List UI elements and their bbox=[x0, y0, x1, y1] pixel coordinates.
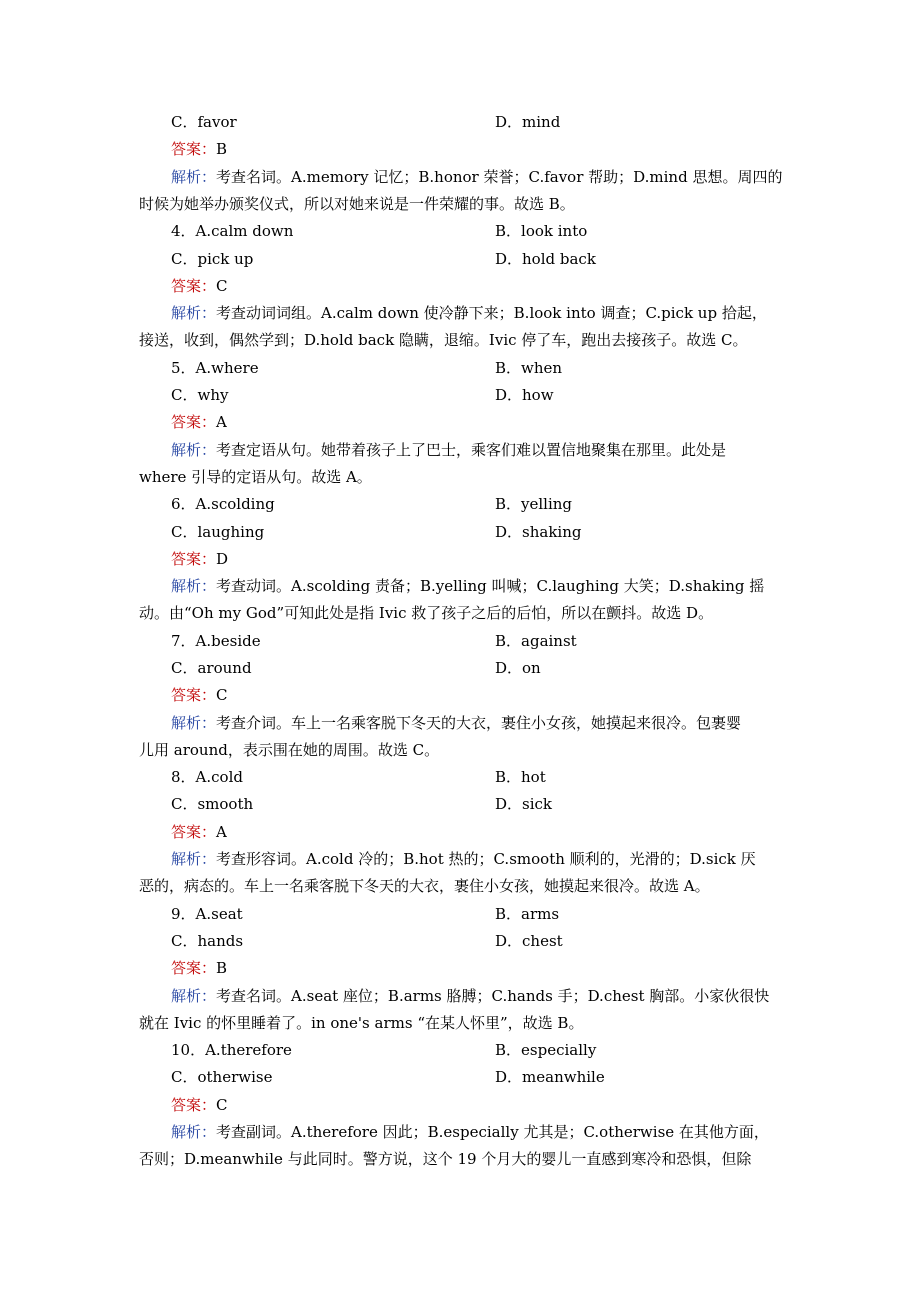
explanation-line-label: 解析： bbox=[171, 987, 217, 1005]
explanation-line-label: 解析： bbox=[171, 304, 217, 322]
answer-line-label: 答案： bbox=[171, 686, 217, 704]
explanation-line bbox=[171, 573, 764, 600]
answer-line-label: 答案： bbox=[171, 413, 217, 431]
explanation-continuation: where 引导的定语从句。故选 A。 bbox=[139, 468, 372, 486]
answer-line-text: A bbox=[216, 413, 227, 431]
answer-line-label: 答案： bbox=[171, 1096, 217, 1114]
option-d: D．how bbox=[495, 386, 554, 404]
option-b: B．when bbox=[495, 359, 563, 377]
explanation-line-label: 解析： bbox=[171, 168, 217, 186]
answer-line-text: A bbox=[216, 823, 227, 841]
answer-line bbox=[171, 273, 228, 300]
explanation-line bbox=[171, 846, 756, 873]
answer-line bbox=[171, 1092, 228, 1119]
explanation-line bbox=[171, 437, 726, 464]
answer-line-label: 答案： bbox=[171, 140, 217, 158]
explanation-line bbox=[171, 710, 741, 737]
explanation-continuation: 接送，收到，偶然学到；D.hold back 隐瞒，退缩。Ivic 停了车，跑出去接孩子。故选 C。 bbox=[139, 331, 748, 349]
explanation-line bbox=[171, 1119, 769, 1146]
option-d: D．mind bbox=[495, 113, 561, 131]
explanation-line-text: 考查动词。A.scolding 责备；B.yelling 叫喊；C.laughing 大笑；D.shaking 摇 bbox=[216, 577, 765, 595]
option-d: D．meanwhile bbox=[495, 1068, 605, 1086]
explanation-line-text: 考查副词。A.therefore 因此；B.especially 尤其是；C.otherwise 在其他方面， bbox=[216, 1123, 769, 1141]
answer-line-label: 答案： bbox=[171, 550, 217, 568]
option-c: C．why bbox=[171, 386, 229, 404]
explanation-continuation: 时候为她举办颁奖仪式，所以对她来说是一件荣耀的事。故选 B。 bbox=[139, 195, 575, 213]
option-b: B．yelling bbox=[495, 495, 573, 513]
option-c: C．laughing bbox=[171, 523, 265, 541]
explanation-continuation: 就在 Ivic 的怀里睡着了。in one's arms “在某人怀里”，故选 B。 bbox=[139, 1014, 584, 1032]
question-number-option-a: 7．A.beside bbox=[171, 632, 261, 650]
question-number-option-a: 8．A.cold bbox=[171, 768, 243, 786]
option-c: C．smooth bbox=[171, 795, 254, 813]
answer-line-text: B bbox=[216, 140, 228, 158]
option-d: D．chest bbox=[495, 932, 563, 950]
option-c: C．hands bbox=[171, 932, 244, 950]
option-b: B．against bbox=[495, 632, 577, 650]
explanation-line-label: 解析： bbox=[171, 714, 217, 732]
question-number-option-a: 10．A.therefore bbox=[171, 1041, 292, 1059]
explanation-line-label: 解析： bbox=[171, 1123, 217, 1141]
option-b: B．especially bbox=[495, 1041, 597, 1059]
explanation-continuation: 儿用 around，表示围在她的周围。故选 C。 bbox=[139, 741, 440, 759]
answer-line bbox=[171, 682, 228, 709]
explanation-line-text: 考查定语从句。她带着孩子上了巴士，乘客们难以置信地聚集在那里。此处是 bbox=[216, 441, 727, 459]
option-d: D．sick bbox=[495, 795, 553, 813]
explanation-line bbox=[171, 300, 767, 327]
option-c: C．favor bbox=[171, 113, 237, 131]
question-number-option-a: 4．A.calm down bbox=[171, 222, 294, 240]
answer-line-text: D bbox=[216, 550, 229, 568]
explanation-line-text: 考查名词。A.seat 座位；B.arms 胳膊；C.hands 手；D.chest 胸部。小家伙很快 bbox=[216, 987, 770, 1005]
answer-line-label: 答案： bbox=[171, 823, 217, 841]
option-b: B．arms bbox=[495, 905, 560, 923]
explanation-line-label: 解析： bbox=[171, 441, 217, 459]
question-number-option-a: 9．A.seat bbox=[171, 905, 243, 923]
explanation-line-label: 解析： bbox=[171, 850, 217, 868]
explanation-line-text: 考查动词词组。A.calm down 使冷静下来；B.look into 调查；C.pick up 拾起， bbox=[216, 304, 767, 322]
explanation-line-text: 考查介词。车上一名乘客脱下冬天的大衣，裹住小女孩，她摸起来很冷。包裹婴 bbox=[216, 714, 742, 732]
option-d: D．shaking bbox=[495, 523, 582, 541]
explanation-line bbox=[171, 983, 769, 1010]
answer-line-label: 答案： bbox=[171, 277, 217, 295]
question-number-option-a: 6．A.scolding bbox=[171, 495, 275, 513]
answer-line bbox=[171, 546, 228, 573]
question-number-option-a: 5．A.where bbox=[171, 359, 259, 377]
answer-line-label: 答案： bbox=[171, 959, 217, 977]
answer-line bbox=[171, 409, 227, 436]
answer-line-text: C bbox=[216, 686, 228, 704]
explanation-line-text: 考查形容词。A.cold 冷的；B.hot 热的；C.smooth 顺利的，光滑的；D.sick 厌 bbox=[216, 850, 756, 868]
answer-line-text: B bbox=[216, 959, 228, 977]
option-c: C．around bbox=[171, 659, 252, 677]
answer-line-text: C bbox=[216, 277, 228, 295]
explanation-line-label: 解析： bbox=[171, 577, 217, 595]
option-c: C．otherwise bbox=[171, 1068, 273, 1086]
answer-line bbox=[171, 136, 227, 163]
answer-line bbox=[171, 819, 227, 846]
option-d: D．on bbox=[495, 659, 541, 677]
explanation-continuation: 恶的，病态的。车上一名乘客脱下冬天的大衣，裹住小女孩，她摸起来很冷。故选 A。 bbox=[139, 877, 710, 895]
explanation-line bbox=[171, 164, 782, 191]
option-b: B．hot bbox=[495, 768, 546, 786]
answer-line bbox=[171, 955, 227, 982]
answer-line-text: C bbox=[216, 1096, 228, 1114]
explanation-continuation: 动。由“Oh my God”可知此处是指 Ivic 救了孩子之后的后怕，所以在颤抖。故选 D。 bbox=[139, 604, 714, 622]
explanation-line-text: 考查名词。A.memory 记忆；B.honor 荣誉；C.favor 帮助；D.mind 思想。周四的 bbox=[216, 168, 783, 186]
option-b: B．look into bbox=[495, 222, 588, 240]
option-c: C．pick up bbox=[171, 250, 254, 268]
option-d: D．hold back bbox=[495, 250, 596, 268]
explanation-continuation: 否则；D.meanwhile 与此同时。警方说，这个 19 个月大的婴儿一直感到寒冷和恐惧，但除 bbox=[139, 1150, 752, 1168]
